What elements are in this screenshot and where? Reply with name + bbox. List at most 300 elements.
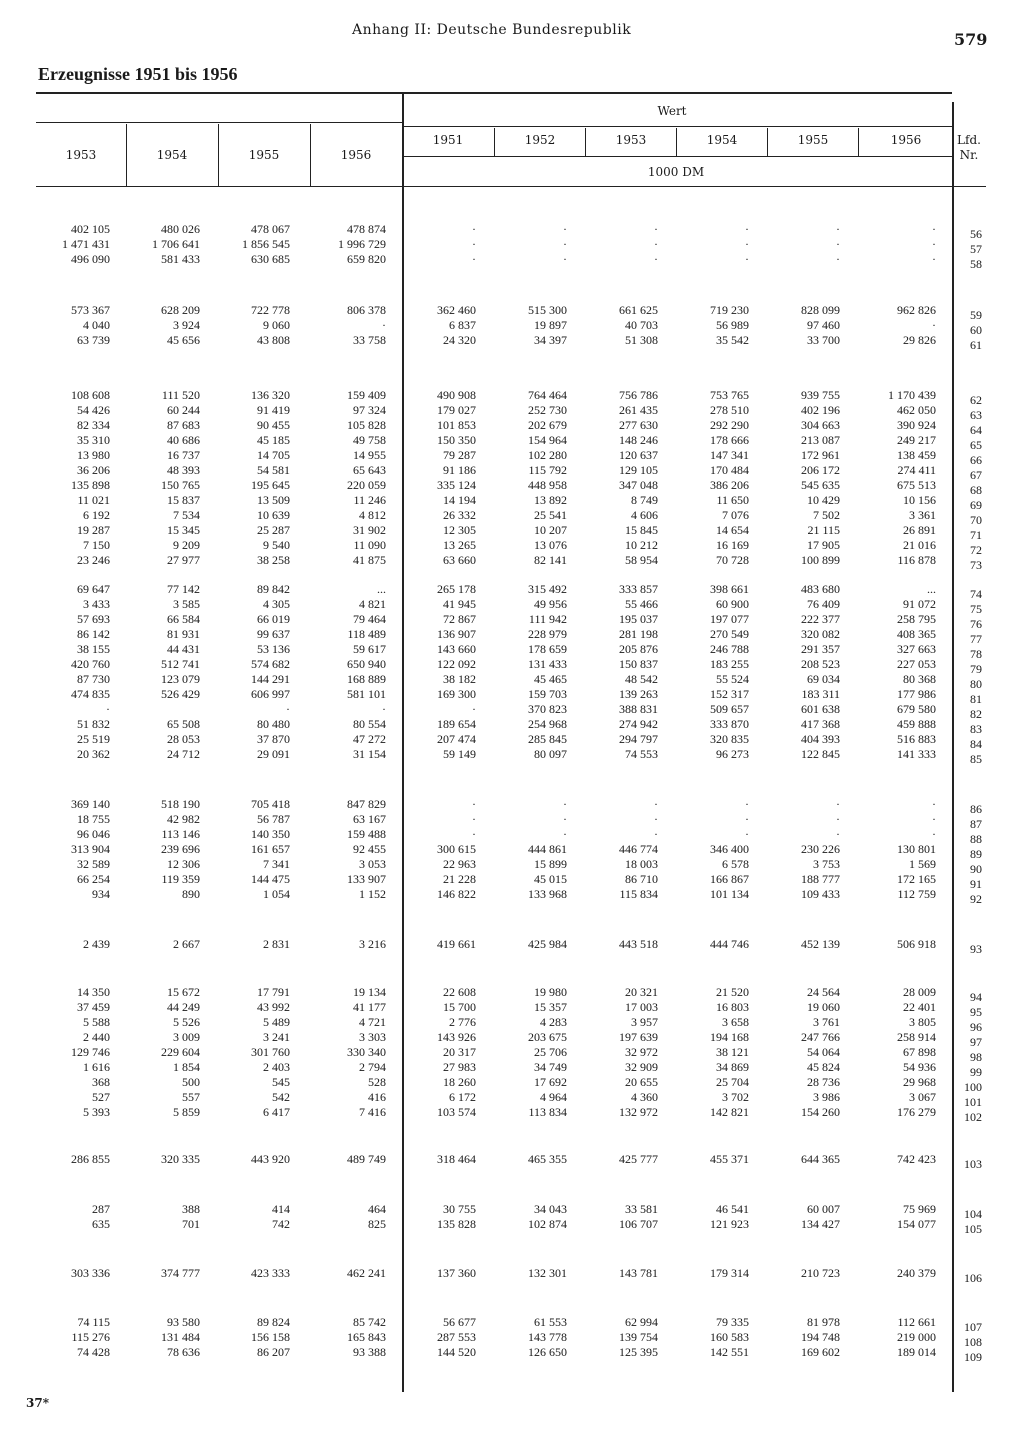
table-cell: 55 466 [625, 597, 658, 611]
table-cell: 644 365 [801, 1152, 840, 1166]
table-cell: 628 209 [161, 303, 200, 317]
table-cell: 213 087 [801, 433, 840, 447]
table-row [0, 508, 1024, 527]
table-cell: 398 661 [710, 582, 749, 596]
column-header-value-1953: 1953 [615, 133, 647, 147]
table-cell: 154 077 [897, 1217, 936, 1231]
table-cell: 240 379 [897, 1266, 936, 1280]
table-cell: 89 824 [257, 1315, 290, 1329]
table-cell: 97 324 [353, 403, 386, 417]
table-cell: 45 465 [534, 672, 567, 686]
table-cell: 105 828 [347, 418, 386, 432]
table-cell: 48 542 [625, 672, 658, 686]
table-cell: 183 255 [710, 657, 749, 671]
table-cell: 74 115 [77, 1315, 110, 1329]
table-cell: 96 046 [77, 827, 110, 841]
table-cell: 374 777 [161, 1266, 200, 1280]
table-cell: 51 832 [77, 717, 110, 731]
table-cell: 197 639 [619, 1030, 658, 1044]
table-cell: 33 581 [625, 1202, 658, 1216]
row-number: 62 [970, 393, 982, 407]
table-cell: · [472, 812, 476, 826]
table-cell: 1 170 439 [888, 388, 936, 402]
table-cell: 20 321 [625, 985, 658, 999]
table-row [0, 418, 1024, 437]
table-cell: 106 707 [619, 1217, 658, 1231]
table-cell: 10 212 [625, 538, 658, 552]
table-cell: 404 393 [801, 732, 840, 746]
table-cell: 742 423 [897, 1152, 936, 1166]
table-cell: 246 788 [710, 642, 749, 656]
table-cell: 80 097 [534, 747, 567, 761]
table-cell: 42 982 [167, 812, 200, 826]
table-row [0, 1105, 1024, 1124]
table-cell: 939 755 [801, 388, 840, 402]
row-number: 82 [970, 707, 982, 721]
column-header-qty-1953: 1953 [65, 148, 97, 162]
table-cell: 176 279 [897, 1105, 936, 1119]
table-cell: 21 228 [443, 872, 476, 886]
table-cell: · [654, 812, 658, 826]
table-cell: 742 [272, 1217, 290, 1231]
table-cell: 3 924 [173, 318, 200, 332]
table-cell: 143 660 [437, 642, 476, 656]
table-cell: 274 942 [619, 717, 658, 731]
table-cell: · [472, 827, 476, 841]
row-number: 101 [964, 1095, 982, 1109]
table-row [0, 388, 1024, 407]
table-cell: 13 892 [534, 493, 567, 507]
table-cell: 147 341 [710, 448, 749, 462]
table-cell: 41 875 [353, 553, 386, 567]
table-cell: 102 874 [528, 1217, 567, 1231]
table-cell: 9 060 [263, 318, 290, 332]
row-number: 64 [970, 423, 982, 437]
table-cell: 178 659 [528, 642, 567, 656]
table-cell: 133 907 [347, 872, 386, 886]
table-cell: 19 287 [77, 523, 110, 537]
table-cell: 150 765 [161, 478, 200, 492]
table-cell: 102 280 [528, 448, 567, 462]
row-number: 81 [970, 692, 982, 706]
table-cell: 14 955 [353, 448, 386, 462]
table-cell: 4 812 [359, 508, 386, 522]
table-cell: · [472, 237, 476, 251]
table-cell: 38 258 [257, 553, 290, 567]
table-cell: 179 027 [437, 403, 476, 417]
table-cell: · [563, 797, 567, 811]
table-cell: 99 637 [257, 627, 290, 641]
table-cell: · [836, 827, 840, 841]
table-cell: 32 589 [77, 857, 110, 871]
table-cell: 15 845 [625, 523, 658, 537]
table-cell: 6 837 [449, 318, 476, 332]
table-cell: 34 043 [534, 1202, 567, 1216]
table-row [0, 463, 1024, 482]
table-cell: 3 067 [909, 1090, 936, 1104]
table-cell: 7 341 [263, 857, 290, 871]
table-cell: 19 060 [807, 1000, 840, 1014]
table-cell: 557 [182, 1090, 200, 1104]
table-cell: 156 158 [251, 1330, 290, 1344]
table-cell: 679 580 [897, 702, 936, 716]
table-cell: 25 541 [534, 508, 567, 522]
column-divider [310, 124, 311, 186]
table-cell: 144 475 [251, 872, 290, 886]
table-cell: 44 431 [167, 642, 200, 656]
table-cell: 303 336 [71, 1266, 110, 1280]
table-cell: 459 888 [897, 717, 936, 731]
table-row [0, 222, 1024, 241]
table-cell: 24 564 [807, 985, 840, 999]
table-cell: 13 265 [443, 538, 476, 552]
table-cell: 527 [92, 1090, 110, 1104]
row-number: 65 [970, 438, 982, 452]
table-cell: 6 417 [263, 1105, 290, 1119]
table-cell: 2 439 [83, 937, 110, 951]
table-cell: 478 874 [347, 222, 386, 236]
table-cell: 80 368 [903, 672, 936, 686]
table-cell: 34 397 [534, 333, 567, 347]
table-cell: 4 040 [83, 318, 110, 332]
table-cell: · [932, 812, 936, 826]
table-cell: 43 808 [257, 333, 290, 347]
table-row [0, 493, 1024, 512]
table-cell: · [563, 252, 567, 266]
row-number: 76 [970, 617, 982, 631]
table-cell: 169 602 [801, 1345, 840, 1359]
table-cell: 56 677 [443, 1315, 476, 1329]
table-cell: 500 [182, 1075, 200, 1089]
table-cell: 265 178 [437, 582, 476, 596]
table-cell: 12 306 [167, 857, 200, 871]
table-cell: 69 647 [77, 582, 110, 596]
table-cell: 1 616 [83, 1060, 110, 1074]
table-cell: 90 455 [257, 418, 290, 432]
table-cell: 89 842 [257, 582, 290, 596]
table-cell: 165 843 [347, 1330, 386, 1344]
table-cell: 934 [92, 887, 110, 901]
table-cell: 59 149 [443, 747, 476, 761]
row-number: 109 [964, 1350, 982, 1364]
table-cell: 19 134 [353, 985, 386, 999]
table-cell: 506 918 [897, 937, 936, 951]
table-row [0, 478, 1024, 497]
table-cell: · [286, 702, 290, 716]
table-cell: 159 703 [528, 687, 567, 701]
table-cell: 30 755 [443, 1202, 476, 1216]
table-cell: 333 857 [619, 582, 658, 596]
table-cell: 1 569 [909, 857, 936, 871]
table-cell: 9 209 [173, 538, 200, 552]
table-cell: 93 580 [167, 1315, 200, 1329]
table-cell: 247 766 [801, 1030, 840, 1044]
table-cell: 47 272 [353, 732, 386, 746]
table-cell: 7 416 [359, 1105, 386, 1119]
table-cell: 121 923 [710, 1217, 749, 1231]
row-number: 104 [964, 1207, 982, 1221]
table-cell: 143 781 [619, 1266, 658, 1280]
table-cell: 207 474 [437, 732, 476, 746]
table-cell: 135 828 [437, 1217, 476, 1231]
table-cell: 116 878 [897, 553, 936, 567]
table-cell: 301 760 [251, 1045, 290, 1059]
table-cell: 675 513 [897, 478, 936, 492]
table-row [0, 717, 1024, 736]
table-row [0, 1266, 1024, 1285]
table-cell: 362 460 [437, 303, 476, 317]
row-number: 95 [970, 1005, 982, 1019]
table-cell: 3 658 [722, 1015, 749, 1029]
table-cell: 58 954 [625, 553, 658, 567]
table-cell: · [932, 252, 936, 266]
table-cell: 420 760 [71, 657, 110, 671]
table-cell: 59 617 [353, 642, 386, 656]
table-row [0, 687, 1024, 706]
table-cell: 26 891 [903, 523, 936, 537]
table-cell: 3 053 [359, 857, 386, 871]
table-cell: 6 192 [83, 508, 110, 522]
table-cell: 188 777 [801, 872, 840, 886]
table-cell: ... [377, 582, 386, 596]
table-cell: 3 702 [722, 1090, 749, 1104]
column-divider [126, 124, 127, 186]
table-cell: 86 207 [257, 1345, 290, 1359]
table-cell: 23 246 [77, 553, 110, 567]
table-cell: 48 393 [167, 463, 200, 477]
table-cell: 208 523 [801, 657, 840, 671]
table-row [0, 538, 1024, 557]
table-cell: 159 488 [347, 827, 386, 841]
table-cell: 3 585 [173, 597, 200, 611]
table-cell: 333 870 [710, 717, 749, 731]
table-row [0, 1045, 1024, 1064]
table-cell: 17 692 [534, 1075, 567, 1089]
table-cell: 195 037 [619, 612, 658, 626]
table-cell: 60 244 [167, 403, 200, 417]
table-cell: 140 350 [251, 827, 290, 841]
table-cell: 49 956 [534, 597, 567, 611]
table-cell: · [932, 222, 936, 236]
wert-header: Wert [657, 104, 687, 118]
table-cell: 143 926 [437, 1030, 476, 1044]
table-cell: 40 686 [167, 433, 200, 447]
table-cell: 16 803 [716, 1000, 749, 1014]
row-number: 83 [970, 722, 982, 736]
table-cell: 14 350 [77, 985, 110, 999]
table-cell: 77 142 [167, 582, 200, 596]
table-cell: 197 077 [710, 612, 749, 626]
table-row [0, 842, 1024, 861]
table-cell: 18 755 [77, 812, 110, 826]
table-cell: 35 542 [716, 333, 749, 347]
table-cell: 34 869 [716, 1060, 749, 1074]
table-cell: 239 696 [161, 842, 200, 856]
table-cell: 526 429 [161, 687, 200, 701]
table-cell: 423 333 [251, 1266, 290, 1280]
table-cell: 16 169 [716, 538, 749, 552]
table-cell: 126 650 [528, 1345, 567, 1359]
column-header-value-1956: 1956 [890, 133, 922, 147]
table-row [0, 333, 1024, 352]
row-number: 85 [970, 752, 982, 766]
table-cell: 2 794 [359, 1060, 386, 1074]
row-number: 77 [970, 632, 982, 646]
running-header: Anhang II: Deutsche Bundesrepublik [352, 22, 632, 38]
table-cell: 122 092 [437, 657, 476, 671]
table-cell: 108 608 [71, 388, 110, 402]
row-number: 99 [970, 1065, 982, 1079]
table-cell: 137 360 [437, 1266, 476, 1280]
qty-header-rule [36, 122, 402, 123]
table-cell: · [472, 702, 476, 716]
table-cell: 109 433 [801, 887, 840, 901]
row-number: 89 [970, 847, 982, 861]
table-cell: 890 [182, 887, 200, 901]
row-number: 58 [970, 257, 982, 271]
table-cell: 480 026 [161, 222, 200, 236]
table-cell: 1 706 641 [152, 237, 200, 251]
row-number: 60 [970, 323, 982, 337]
table-cell: 287 [92, 1202, 110, 1216]
table-cell: · [745, 252, 749, 266]
table-cell: 144 520 [437, 1345, 476, 1359]
table-cell: 496 090 [71, 252, 110, 266]
column-divider [494, 128, 495, 156]
table-cell: 28 053 [167, 732, 200, 746]
table-cell: 219 000 [897, 1330, 936, 1344]
table-cell: 129 746 [71, 1045, 110, 1059]
table-cell: 368 [92, 1075, 110, 1089]
table-cell: 5 489 [263, 1015, 290, 1029]
table-cell: · [654, 827, 658, 841]
table-cell: 80 554 [353, 717, 386, 731]
table-cell: 330 340 [347, 1045, 386, 1059]
table-cell: 115 792 [528, 463, 567, 477]
table-cell: 227 053 [897, 657, 936, 671]
table-row [0, 1217, 1024, 1236]
table-cell: 1 054 [263, 887, 290, 901]
table-cell: 3 986 [813, 1090, 840, 1104]
table-cell: · [382, 318, 386, 332]
table-cell: 113 146 [161, 827, 200, 841]
table-cell: 258 795 [897, 612, 936, 626]
table-cell: 45 185 [257, 433, 290, 447]
table-cell: 75 969 [903, 1202, 936, 1216]
table-cell: 3 303 [359, 1030, 386, 1044]
table-cell: 150 350 [437, 433, 476, 447]
row-number: 106 [964, 1271, 982, 1285]
column-header-value-1952: 1952 [524, 133, 556, 147]
table-cell: 40 703 [625, 318, 658, 332]
table-cell: 847 829 [347, 797, 386, 811]
table-cell: 66 584 [167, 612, 200, 626]
column-header-qty-1955: 1955 [248, 148, 280, 162]
row-number: 67 [970, 468, 982, 482]
unit-label: 1000 DM [647, 165, 705, 179]
table-cell: 2 831 [263, 937, 290, 951]
column-header-value-1955: 1955 [797, 133, 829, 147]
table-cell: 18 260 [443, 1075, 476, 1089]
table-cell: 402 105 [71, 222, 110, 236]
table-cell: 5 588 [83, 1015, 110, 1029]
table-cell: · [836, 237, 840, 251]
row-number: 86 [970, 802, 982, 816]
row-number: 105 [964, 1222, 982, 1236]
table-cell: 7 502 [813, 508, 840, 522]
table-cell: 81 978 [807, 1315, 840, 1329]
table-cell: 446 774 [619, 842, 658, 856]
table-cell: 1 996 729 [338, 237, 386, 251]
table-cell: 54 064 [807, 1045, 840, 1059]
table-cell: 28 009 [903, 985, 936, 999]
table-cell: · [563, 812, 567, 826]
row-number: 108 [964, 1335, 982, 1349]
table-cell: 15 357 [534, 1000, 567, 1014]
table-cell: 2 667 [173, 937, 200, 951]
table-cell: 143 778 [528, 1330, 567, 1344]
table-cell: 753 765 [710, 388, 749, 402]
table-cell: 452 139 [801, 937, 840, 951]
table-cell: 54 426 [77, 403, 110, 417]
table-cell: 179 314 [710, 1266, 749, 1280]
table-cell: 66 019 [257, 612, 290, 626]
table-row [0, 252, 1024, 271]
table-cell: 386 206 [710, 478, 749, 492]
table-cell: · [932, 237, 936, 251]
table-cell: 542 [272, 1090, 290, 1104]
table-cell: 414 [272, 1202, 290, 1216]
table-cell: 82 141 [534, 553, 567, 567]
table-cell: · [106, 702, 110, 716]
row-number: 72 [970, 543, 982, 557]
table-cell: 1 854 [173, 1060, 200, 1074]
table-cell: 132 972 [619, 1105, 658, 1119]
column-header-qty-1954: 1954 [156, 148, 188, 162]
table-cell: 286 855 [71, 1152, 110, 1166]
table-cell: 91 186 [443, 463, 476, 477]
table-cell: 6 172 [449, 1090, 476, 1104]
table-row [0, 597, 1024, 616]
table-cell: 16 737 [167, 448, 200, 462]
table-cell: 112 759 [897, 887, 936, 901]
table-cell: 111 520 [161, 388, 200, 402]
table-cell: 315 492 [528, 582, 567, 596]
table-cell: 489 749 [347, 1152, 386, 1166]
table-cell: · [932, 318, 936, 332]
table-cell: 31 154 [353, 747, 386, 761]
table-cell: · [932, 827, 936, 841]
table-cell: 152 317 [710, 687, 749, 701]
table-cell: 45 015 [534, 872, 567, 886]
row-number: 100 [964, 1080, 982, 1094]
table-cell: · [745, 222, 749, 236]
row-number: 70 [970, 513, 982, 527]
row-number: 84 [970, 737, 982, 751]
table-cell: 195 645 [251, 478, 290, 492]
table-cell: 7 534 [173, 508, 200, 522]
row-number: 66 [970, 453, 982, 467]
table-cell: 33 758 [353, 333, 386, 347]
table-cell: 11 021 [77, 493, 110, 507]
table-cell: 69 034 [807, 672, 840, 686]
table-row [0, 1152, 1024, 1171]
row-number: 74 [970, 587, 982, 601]
table-cell: 92 455 [353, 842, 386, 856]
table-cell: 545 635 [801, 478, 840, 492]
table-cell: 72 867 [443, 612, 476, 626]
table-cell: 465 355 [528, 1152, 567, 1166]
